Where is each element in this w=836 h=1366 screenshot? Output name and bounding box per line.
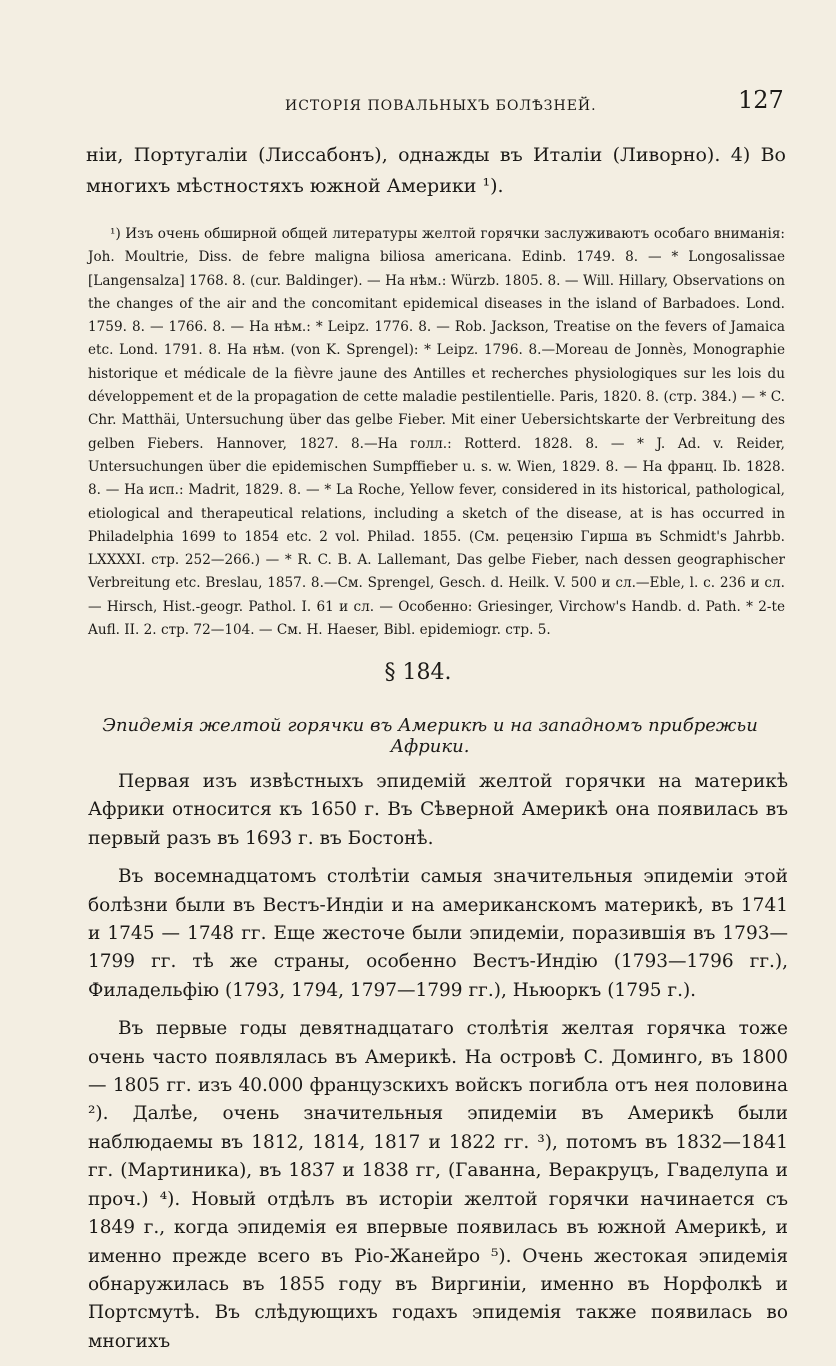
- continuation-paragraph: ніи, Португаліи (Лиссабонъ), однажды въ Италіи (Ливорно). 4) Во многихъ мѣстностяхъ южной Америки ¹).: [86, 144, 786, 197]
- section-title: Эпидемія желтой горячки въ Америкѣ и на западномъ прибрежьи Африки.: [102, 715, 758, 757]
- paragraph: Первая изъ извѣстныхъ эпидемій желтой горячки на материкѣ Африки относится къ 1650 г. Въ Сѣверной Америкѣ она появилась въ первый разъ въ 1693 г. въ Бостонѣ.: [88, 771, 788, 849]
- footnote: ¹) Изъ очень обширной общей литературы желтой горячки заслуживаютъ особаго вниманія: Joh. Moultrie, Diss. de febre maligna biliosa americana. Edinb. 1749. 8. — * Longosalissae [Langensalza] 1768. 8. (cur. Baldinger). — На нѣм.: Würzb. 1805. 8. — Will. Hillary, Observations on the changes of the air and the concomitant epidemical diseases in the island of Barbadoes. Lond. 1759. 8. — 1766. 8. — На нѣм.: * Leipz. 1776. 8. — Rob. Jackson, Treatise on the fevers of Jamaica etc. Lond. 1791. 8. На нѣм. (von K. Sprengel): * Leipz. 1796. 8.—Moreau de Jonnès, Monographie historique et médicale de la fièvre jaune des Antilles et recherches physiologiques sur les lois du développement et de la propagation de cette maladie pestilentielle. Paris, 1820. 8. (стр. 384.) — * C. Chr. Matthäi, Untersuchung über das gelbe Fieber. Mit einer Uebersichtskarte der Verbreitung des gelben Fiebers. Hannover, 1827. 8.—На голл.: Rotterd. 1828. 8. — * J. Ad. v. Reider, Untersuchungen über die epidemischen Sumpffieber u. s. w. Wien, 1829. 8. — На франц. Ib. 1828. 8. — На исп.: Madrit, 1829. 8. — * La Roche, Yellow fever, considered in its historical, pathological, etiological and therapeutical relations, including a sketch of the disease, at is has occurred in Philadelphia 1699 to 1854 etc. 2 vol. Philad. 1855. (См. рецензію Гирша въ Schmidt's Jahrbb. LXXXXI. стр. 252—266.) — * R. C. B. A. Lallemant, Das gelbe Fieber, nach dessen geographischer Verbreitung etc. Breslau, 1857. 8.—См. Sprengel, Gesch. d. Heilk. V. 500 и сл.—Eble, l. c. 236 и сл. — Hirsch, Hist.-geogr. Pathol. I. 61 и сл. — Особенно: Griesinger, Virchow's Handb. d. Path. * 2-te Aufl. II. 2. стр. 72—104. — См. H. Haeser, Bibl. epidemiogr. стр. 5.: [88, 226, 785, 639]
- section-number: § 184.: [384, 660, 452, 685]
- body-text: [88, 768, 788, 1366]
- page-number: 127: [738, 86, 784, 114]
- running-head: ИСТОРІЯ ПОВАЛЬНЫХЪ БОЛѢЗНЕЙ.: [285, 98, 597, 114]
- paragraph: Въ первые годы девятнадцатаго столѣтія желтая горячка тоже очень часто появлялась въ Америкѣ. На островѣ С. Доминго, въ 1800 — 1805 гг. изъ 40.000 французскихъ войскъ погибла отъ нея половина ²). Далѣе, очень значительныя эпидеміи въ Америкѣ были наблюдаемы въ 1812, 1814, 1817 и 1822 гг. ³), потомъ въ 1832—1841 гг. (Мартиника), въ 1837 и 1838 гг, (Гаванна, Веракруцъ, Гваделупа и проч.) ⁴). Новый отдѣлъ въ исторіи желтой горячки начинается съ 1849 г., когда эпидемія ея впервые появилась въ южной Америкѣ, и именно прежде всего въ Ріо-Жанейро ⁵). Очень жестокая эпидемія обнаружилась въ 1855 году въ Виргиніи, именно въ Норфолкѣ и Портсмутѣ. Въ слѣдующихъ годахъ эпидемія также появилась во многихъ: [88, 1018, 788, 1352]
- paragraph: Въ восемнадцатомъ столѣтіи самыя значительныя эпидеміи этой болѣзни были въ Вестъ-Индіи и на американскомъ материкѣ, въ 1741 и 1745 — 1748 гг. Еще жесточе были эпидеміи, поразившія въ 1793—1799 гг. тѣ же страны, особенно Вестъ-Индію (1793—1796 гг.), Филадельфію (1793, 1794, 1797—1799 гг.), Ньюоркъ (1795 г.).: [88, 866, 788, 1001]
